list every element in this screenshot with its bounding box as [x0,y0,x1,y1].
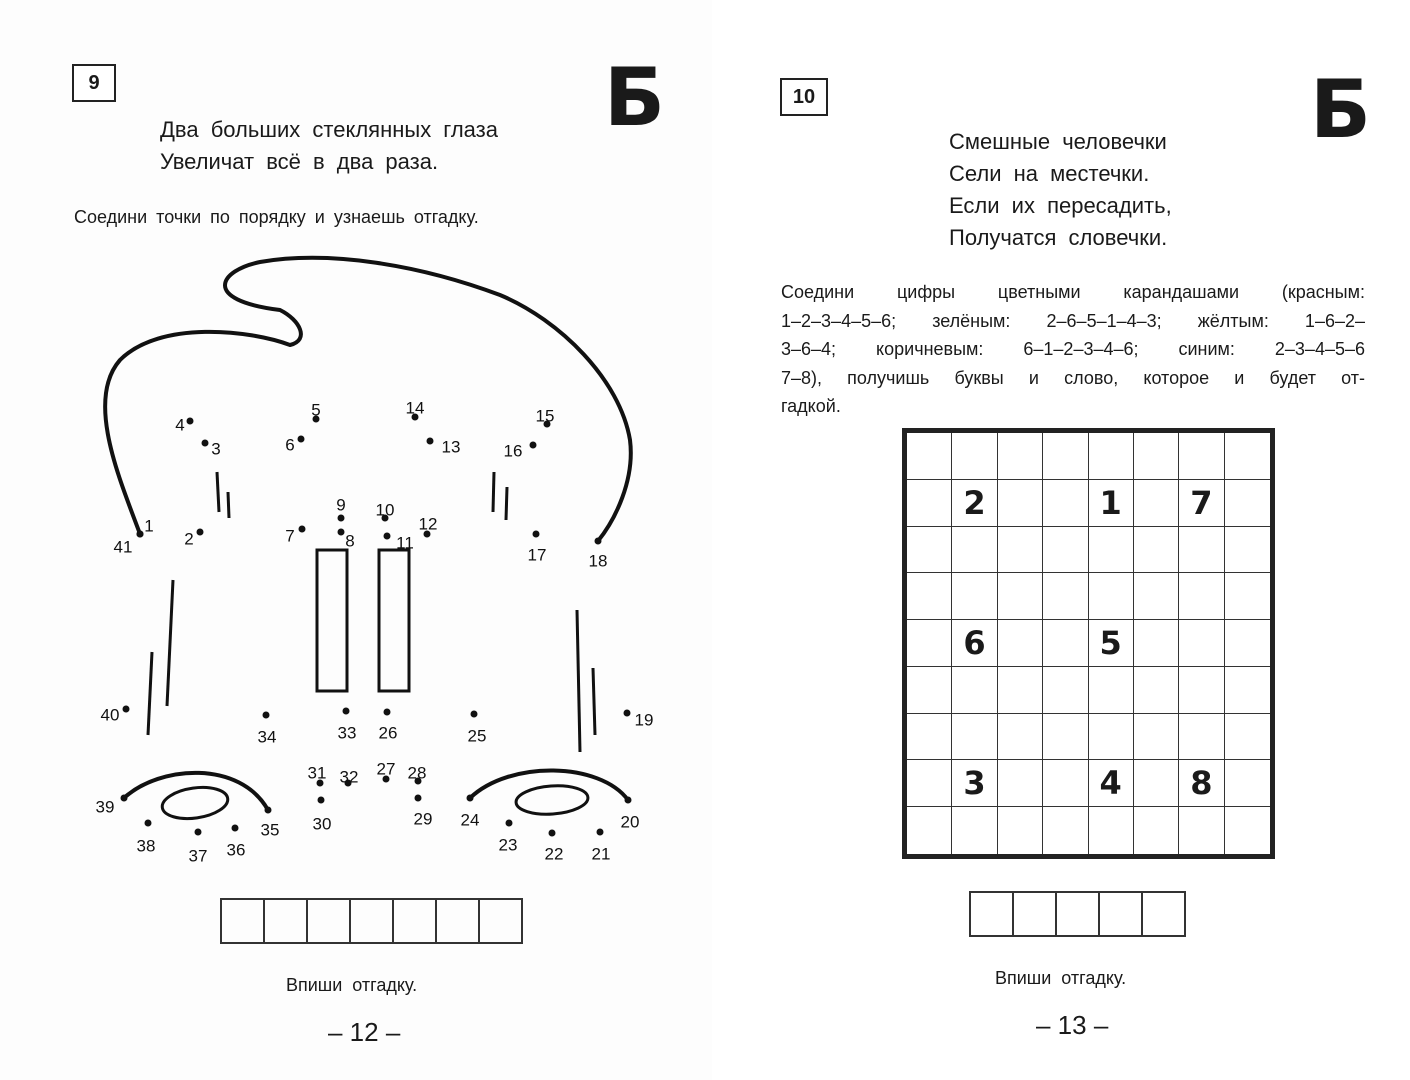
dot-label: 12 [418,514,438,534]
dot-label: 20 [620,812,640,832]
grid-cell [907,433,952,480]
grid-cell [907,667,952,714]
grid-number: 2 [963,483,986,522]
dot-point [195,829,202,836]
grid-cell [1179,573,1224,620]
grid-cell [1089,527,1134,574]
dot-label: 39 [95,797,115,817]
dot-point [318,797,325,804]
grid-cell [998,480,1043,527]
grid-cell [1225,667,1270,714]
grid-cell [1134,480,1179,527]
grid-cell [952,527,997,574]
grid-cell [998,667,1043,714]
dot-label: 10 [375,500,395,520]
grid-cell [998,620,1043,667]
instruction-text: Соедини точки по порядку и узнаешь отгадку. [74,207,479,227]
grid-cell [952,667,997,714]
grid-cell [1134,807,1179,854]
grid-cell [1043,620,1088,667]
dot-label: 34 [257,727,277,747]
task-number-badge: 9 [72,64,116,102]
instruction-line: 1–2–3–4–5–6; зелёным: 2–6–5–1–4–3; жёлтым: 1–6–2– [781,310,1365,331]
dot-point [471,711,478,718]
dot-point [506,820,513,827]
dot-point [123,706,130,713]
dot-point [299,526,306,533]
dot-label: 3 [211,439,221,459]
grid-cell [907,807,952,854]
grid-cell [1043,760,1088,807]
grid-cell [952,573,997,620]
dot-point [263,712,270,719]
instruction-line: 3–6–4; коричневым: 6–1–2–3–4–6; синим: 2–3–4–5–6 [781,339,1365,359]
page-number: – 13 – [1036,1010,1109,1040]
answer-cell[interactable] [1014,893,1057,935]
dot-point [202,440,209,447]
dot-label: 41 [113,537,133,557]
grid-cell [1043,527,1088,574]
instruction-line: 7–8), получишь буквы и слово, которое и будет от- [781,367,1365,388]
grid-number: 6 [963,623,986,662]
right-eye [515,784,589,817]
grid-cell [1225,760,1270,807]
grid-cell [1179,667,1224,714]
dot-point [187,418,194,425]
answer-cell[interactable] [437,900,480,942]
grid-cell [1089,433,1134,480]
grid-cell [998,433,1043,480]
hint-stroke [577,610,580,752]
poem-line: Если их пересадить, [949,193,1172,218]
grid-cell [1134,667,1179,714]
section-letter: Б [604,51,665,144]
grid-cell [998,714,1043,761]
answer-cell[interactable] [1143,893,1184,935]
riddle-poem [949,126,1172,254]
grid-cell [1089,620,1134,667]
dot-point [232,825,239,832]
grid-cell [1089,573,1134,620]
dot-point [624,710,631,717]
answer-caption: Впиши отгадку. [286,975,418,995]
answer-cell[interactable] [480,900,521,942]
poem-line: Два больших стеклянных глаза [160,117,498,142]
dot-label: 7 [285,526,295,546]
dot-point [338,515,345,522]
hint-stroke [148,652,152,735]
dot-point [467,795,474,802]
dot-point [427,438,434,445]
dot-label: 30 [312,814,332,834]
grid-cell [1225,807,1270,854]
dot-label: 21 [591,844,611,864]
grid-cell [907,573,952,620]
grid-cell [998,760,1043,807]
page-number: – 12 – [328,1017,401,1047]
grid-cell [1225,573,1270,620]
hint-stroke [593,668,595,735]
instruction-text [781,278,1365,421]
dot-label: 11 [396,533,414,553]
dot-label: 8 [345,531,355,551]
section-letter: Б [1310,63,1371,156]
grid-cell [1043,667,1088,714]
poem-line: Сели на местечки. [949,161,1150,186]
dot-label: 37 [188,846,208,866]
dot-label: 5 [311,400,321,420]
grid-cell [952,760,997,807]
grid-cell [1043,480,1088,527]
dot-label: 26 [378,723,398,743]
grid-cell [1179,620,1224,667]
nose-bar-right [379,550,409,691]
dot-point [595,538,602,545]
grid-cell [1225,527,1270,574]
dot-label: 6 [285,435,295,455]
dot-point [298,436,305,443]
answer-boxes [220,898,523,944]
dot-label: 2 [184,529,194,549]
dot-point [597,829,604,836]
grid-cell [907,714,952,761]
left-eye [160,784,230,823]
dot-label: 32 [339,767,359,787]
task-number-badge: 10 [780,78,828,116]
grid-number: 3 [963,764,986,803]
answer-caption: Впиши отгадку. [995,968,1127,988]
grid-cell [952,620,997,667]
grid-cell [1089,480,1134,527]
dot-point [197,529,204,536]
dot-point [265,807,272,814]
dot-point [549,830,556,837]
dot-label: 14 [405,398,425,418]
answer-cell[interactable] [971,893,1014,935]
dot-label: 18 [588,551,608,571]
grid-number: 8 [1190,764,1213,803]
grid-cell [1134,714,1179,761]
grid-cell [1134,527,1179,574]
dot-label: 23 [498,835,518,855]
grid-cell [1043,433,1088,480]
grid-cell [1179,527,1224,574]
dot-label: 28 [407,763,427,783]
dot-label: 24 [460,810,480,830]
dot-label: 27 [376,759,396,779]
poem-line: Получатся словечки. [949,225,1168,250]
answer-cell[interactable] [308,900,351,942]
answer-cell[interactable] [394,900,437,942]
number-grid [902,428,1275,859]
grid-cell [1089,714,1134,761]
hint-stroke [167,580,173,706]
grid-cell [1089,760,1134,807]
dot-label: 40 [100,705,120,725]
grid-cell [1043,714,1088,761]
glasses-temple-outline [105,258,631,541]
poem-line: Смешные человечки [949,129,1167,154]
dot-label: 36 [226,840,246,860]
dot-point [625,797,632,804]
grid-cell [1089,807,1134,854]
nose-bar-left [317,550,347,691]
grid-cell [1225,480,1270,527]
dot-label: 25 [467,726,487,746]
answer-cell[interactable] [265,900,308,942]
answer-cell[interactable] [222,900,265,942]
grid-cell [998,527,1043,574]
dot-point [145,820,152,827]
grid-cell [1179,807,1224,854]
dot-to-dot-puzzle [0,0,712,880]
grid-cell [907,620,952,667]
dot-point [343,708,350,715]
grid-cell [1225,433,1270,480]
hint-stroke [506,487,507,520]
grid-cell [907,480,952,527]
dot-label: 1 [144,516,154,536]
grid-cell [998,573,1043,620]
left-eyebrow [124,773,268,810]
dot-point [137,531,144,538]
grid-cell [998,807,1043,854]
grid-cell [1134,573,1179,620]
grid-cell [1179,760,1224,807]
grid-cell [907,527,952,574]
grid-cell [1134,620,1179,667]
dot-point [530,442,537,449]
grid-cell [1179,480,1224,527]
instruction-line: Соедини цифры цветными карандашами (красным: [781,282,1365,302]
grid-number: 1 [1099,483,1122,522]
grid-cell [1089,667,1134,714]
grid-number: 5 [1099,623,1122,662]
instruction-line: гадкой. [781,396,841,416]
hint-stroke [493,472,494,512]
dot-label: 33 [337,723,357,743]
grid-cell [1134,433,1179,480]
dot-label: 4 [175,415,185,435]
grid-cell [1225,620,1270,667]
dot-point [338,529,345,536]
hint-stroke [228,492,229,518]
grid-cell [1225,714,1270,761]
dot-point [121,795,128,802]
grid-cell [1179,433,1224,480]
dot-label: 17 [527,545,547,565]
dot-point [415,795,422,802]
dot-label: 38 [136,836,156,856]
dot-point [384,533,391,540]
dot-label: 22 [544,844,564,864]
dot-label: 19 [634,710,654,730]
dot-label: 16 [503,441,523,461]
dot-label: 9 [336,495,346,515]
dot-point [533,531,540,538]
grid-cell [1134,760,1179,807]
grid-cell [1043,807,1088,854]
right-page [712,0,1410,1080]
grid-cell [1043,573,1088,620]
answer-cell[interactable] [1100,893,1143,935]
grid-cell [907,760,952,807]
grid-number: 7 [1190,483,1213,522]
answer-boxes [969,891,1186,937]
dot-label: 31 [307,763,327,783]
grid-cell [1179,714,1224,761]
dot-label: 13 [441,437,461,457]
hint-stroke [217,472,219,512]
dot-label: 35 [260,820,280,840]
grid-cell [952,714,997,761]
grid-cell [952,807,997,854]
answer-cell[interactable] [1057,893,1100,935]
grid-cell [952,433,997,480]
dot-label: 15 [535,406,555,426]
answer-cell[interactable] [351,900,394,942]
dot-point [384,709,391,716]
grid-number: 4 [1099,764,1122,803]
grid-cell [952,480,997,527]
poem-line: Увеличат всё в два раза. [160,149,439,174]
dot-label: 29 [413,809,433,829]
